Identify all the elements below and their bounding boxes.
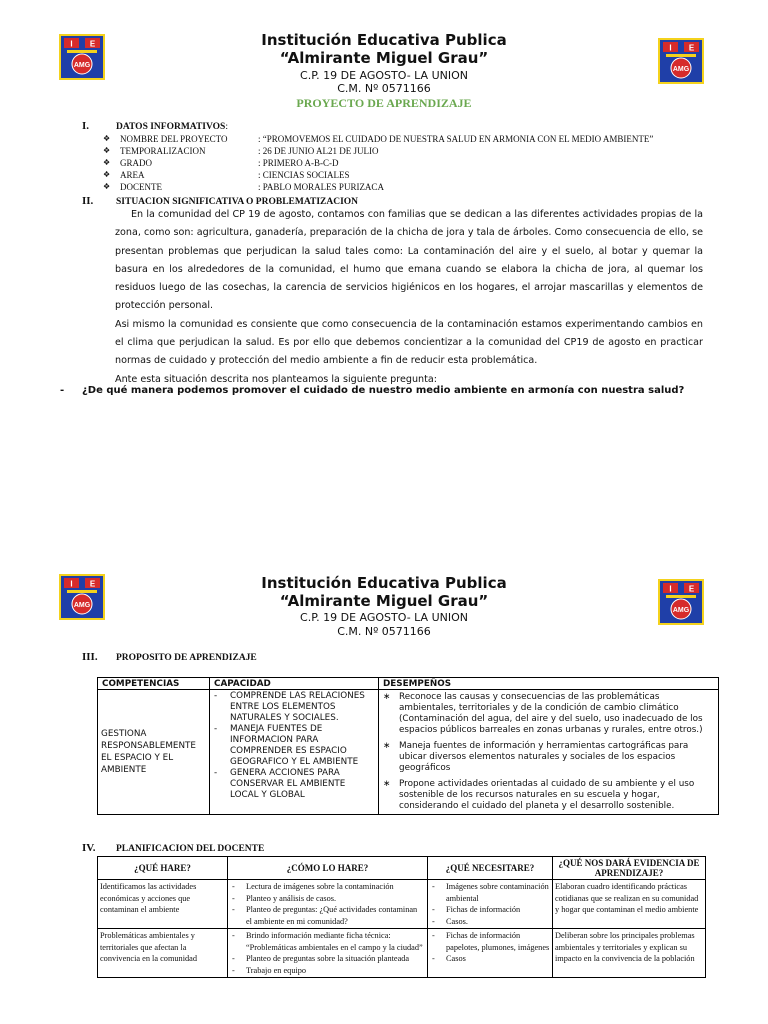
- table-row: [98, 929, 706, 978]
- desempenos-cell: [379, 690, 719, 815]
- header-que-necesitare: ¿QUÉ NECESITARE?: [428, 857, 553, 880]
- header-desempenos: DESEMPEÑOS: [379, 678, 719, 690]
- list-item: ∗ Reconoce las causas y consecuencias de las problemáticas ambientales, territoriales y de la condición de cambio climático (Contaminación del agua, del aire y del suelo, uso inadecuado de los espacios públicos barreales en zonas urbanas y rurales, entre otros.): [383, 692, 703, 735]
- section1-title: DATOS INFORMATIVOS:: [116, 122, 228, 132]
- svg-text:I: I: [70, 39, 73, 49]
- svg-text:AMG: AMG: [73, 602, 91, 609]
- evidencia-cell: Deliberan sobre los principales problemas ambientales y territoriales y explican su impacto en la convivencia de la población: [553, 929, 706, 978]
- que-necesitare-cell: [428, 929, 553, 978]
- list-item: - Casos.: [432, 916, 468, 926]
- diamond-bullet-icon: ❖: [103, 170, 111, 179]
- competencia-cell: GESTIONA RESPONSABLEMENTE EL ESPACIO Y EL AMBIENTE: [98, 690, 210, 815]
- section3-number: III.: [82, 651, 98, 663]
- list-item: - Fichas de información papelotes, plumones, imágenes: [432, 931, 550, 952]
- svg-text:I: I: [70, 579, 73, 589]
- list-item: ∗ Maneja fuentes de información y herramientas cartográficas para ubicar diversos elementos naturales y sociales de los espacios geográficos: [383, 741, 689, 773]
- school-name-line2: “Almirante Miguel Grau”: [279, 49, 489, 67]
- evidencia-cell: Elaboran cuadro identificando prácticas cotidianas que se realizan en su comunidad y hogar que contaminan el medio ambiente: [553, 880, 706, 929]
- header-competencias: COMPETENCIAS: [98, 678, 210, 690]
- document-title: PROYECTO DE APRENDIZAJE: [296, 96, 472, 110]
- learning-purpose-table: [97, 677, 719, 815]
- que-necesitare-cell: [428, 880, 553, 929]
- svg-text:E: E: [89, 579, 96, 589]
- svg-text:AMG: AMG: [73, 62, 91, 69]
- diamond-bullet-icon: ❖: [103, 134, 111, 143]
- diamond-bullet-icon: ❖: [103, 158, 111, 167]
- section4-title: PLANIFICACION DEL DOCENTE: [116, 844, 265, 854]
- school-code-page2: C.M. Nº 0571166: [337, 625, 431, 638]
- guiding-question: - ¿De qué manera podemos promover el cuidado de nuestro medio ambiente en armonía con nuestra salud?: [60, 385, 685, 396]
- situation-paragraph-3: Ante esta situación descrita nos planteamos la siguiente pregunta:: [115, 373, 437, 385]
- table-header-row: [98, 678, 719, 690]
- table-header-row: [98, 857, 706, 880]
- svg-text:E: E: [688, 43, 695, 53]
- table-row: [98, 880, 706, 929]
- situation-text: [115, 206, 703, 389]
- diamond-bullet-icon: ❖: [103, 146, 111, 155]
- list-item: - Planteo de preguntas: ¿Qué actividades contaminan el ambiente en mi comunidad?: [232, 905, 418, 926]
- list-item: - Planteo de preguntas sobre la situación planteada: [232, 954, 410, 963]
- list-item: ∗ Propone actividades orientadas al cuidado de su ambiente y el uso sostenible de los recursos naturales en su escuela y hogar, considerando el cuidado del planeta y el desarrollo sostenible.: [383, 779, 695, 811]
- svg-text:AMG: AMG: [672, 607, 690, 614]
- capacidad-cell: [210, 690, 379, 815]
- como-lo-hare-cell: [228, 880, 428, 929]
- que-hare-cell: Identificamos las actividades económicas y acciones que contaminan el ambiente: [98, 880, 228, 929]
- list-item: - Fichas de información: [432, 905, 521, 914]
- list-item: - Lectura de imágenes sobre la contaminación: [232, 882, 394, 891]
- list-item: - MANEJA FUENTES DE INFORMACION PARA COMPRENDER ES ESPACIO GEOGRAFICO Y EL AMBIENTE: [214, 724, 359, 767]
- header-como-lo-hare: ¿CÓMO LO HARE?: [228, 857, 428, 880]
- list-item: - Planteo y análisis de casos.: [232, 893, 337, 903]
- school-name-line2-page2: “Almirante Miguel Grau”: [279, 592, 489, 610]
- list-item: - Trabajo en equipo: [232, 965, 307, 975]
- svg-text:E: E: [688, 584, 695, 594]
- school-code: C.M. Nº 0571166: [337, 82, 431, 95]
- list-item: - Casos: [432, 954, 466, 963]
- section4-number: IV.: [82, 842, 96, 854]
- situation-paragraph-2: Asi mismo la comunidad es consiente que como consecuencia de la contaminación estamos experimentando cambios en el clima que perjudican la salud. Es por ello que debemos concientizar a la comunidad del CP19 de agosto en practicar normas de cuidado y protección del medio ambiente a fin de reducir esta problemática.: [115, 318, 703, 367]
- svg-text:I: I: [669, 584, 672, 594]
- svg-text:E: E: [89, 39, 96, 49]
- situation-paragraph-1: En la comunidad del CP 19 de agosto, contamos con familias que se dedican a las diferentes actividades propias de la zona, como son: agricultura, ganadería, preparación de la chicha de jora y tala de árboles. Como consecuencia de ello, se presentan problemas que perjudican la salud tales como: La contaminación del aire y el suelo, al botar y quemar la basura en los alrededores de la comunidad, el humo que emana cuando se elabora la chicha de jora, al quemar los residuos luego de las cosechas, la carencia de servicios higiénicos en los hogares, el arrojar mascarillas y elementos de protección personal.: [115, 209, 703, 312]
- section3-title: PROPOSITO DE APRENDIZAJE: [116, 653, 257, 663]
- list-item: - Brindo información mediante ficha técnica: “Problemáticas ambientales en el campo y la ciudad”: [232, 931, 423, 952]
- list-item: - Imágenes sobre contaminación ambiental: [432, 882, 549, 903]
- table-row: [98, 690, 719, 815]
- section2-number: II.: [82, 195, 94, 207]
- diamond-bullet-icon: ❖: [103, 182, 111, 191]
- school-address-page2: C.P. 19 DE AGOSTO- LA UNION: [300, 611, 468, 624]
- header-capacidad: CAPACIDAD: [210, 678, 379, 690]
- svg-text:AMG: AMG: [672, 66, 690, 73]
- header-que-hare: ¿QUÉ HARE?: [98, 857, 228, 880]
- section1-number: I.: [82, 120, 90, 132]
- svg-text:I: I: [669, 43, 672, 53]
- school-name-line1: Institución Educativa Publica: [261, 31, 507, 49]
- school-address: C.P. 19 DE AGOSTO- LA UNION: [300, 69, 468, 82]
- teacher-planning-table: [97, 856, 706, 978]
- school-name-line1-page2: Institución Educativa Publica: [261, 574, 507, 592]
- list-item: - COMPRENDE LAS RELACIONES ENTRE LOS ELEMENTOS NATURALES Y SOCIALES.: [214, 691, 365, 723]
- como-lo-hare-cell: [228, 929, 428, 978]
- header-evidencia: ¿QUÉ NOS DARÁ EVIDENCIA DE APRENDIZAJE?: [553, 857, 706, 880]
- que-hare-cell: Problemáticas ambientales y territoriales que afectan la convivencia en la comunidad: [98, 929, 228, 978]
- list-item: - GENERA ACCIONES PARA CONSERVAR EL AMBIENTE LOCAL Y GLOBAL: [214, 768, 346, 800]
- section2-title: SITUACION SIGNIFICATIVA O PROBLEMATIZACION: [116, 197, 359, 207]
